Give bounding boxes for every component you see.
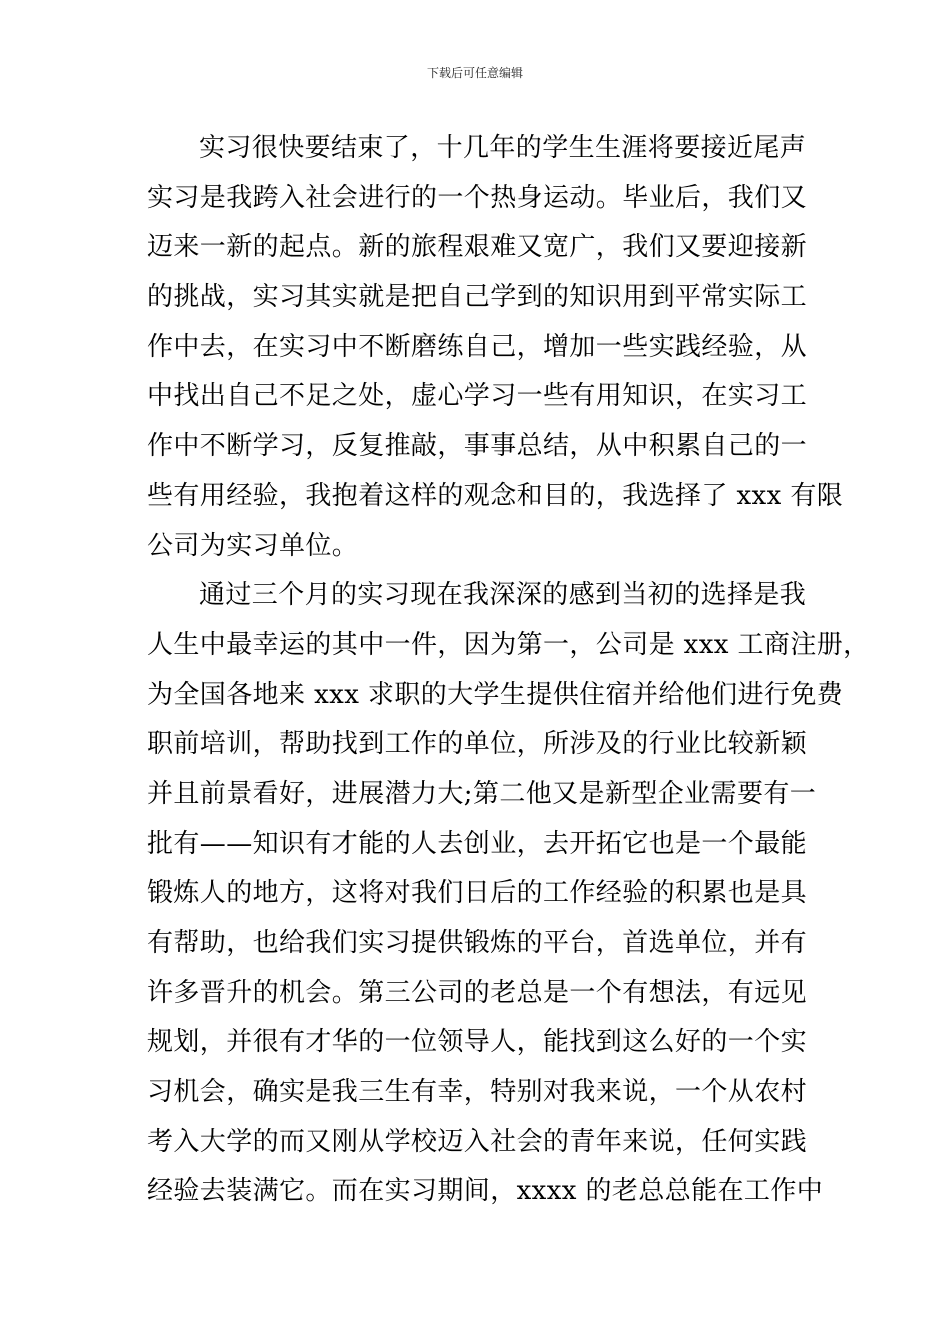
paragraph-line: 实习是我跨入社会进行的一个热身运动。毕业后，我们又 — [147, 182, 808, 213]
paragraph-line: 考入大学的而又刚从学校迈入社会的青年来说，任何实践 — [147, 1126, 808, 1157]
paragraph-line: 的挑战，实习其实就是把自己学到的知识用到平常实际工 — [147, 282, 808, 313]
paragraph-line: 批有——知识有才能的人去创业，去开拓它也是一个最能 — [147, 828, 808, 859]
paragraph-line: 中找出自己不足之处，虚心学习一些有用知识，在实习工 — [147, 381, 808, 412]
paragraph-line: 规划，并很有才华的一位领导人，能找到这么好的一个实 — [147, 1027, 808, 1058]
paragraph-line: 公司为实习单位。 — [147, 530, 359, 561]
paragraph-line: 为全国各地来 xxx 求职的大学生提供住宿并给他们进行免费 — [147, 679, 844, 710]
page-header: 下载后可任意编辑 — [426, 66, 523, 80]
paragraph-line: 职前培训，帮助找到工作的单位，所涉及的行业比较新颖 — [147, 729, 808, 760]
paragraph-line: 通过三个月的实习现在我深深的感到当初的选择是我 — [199, 580, 807, 611]
paragraph-line: 并且前景看好，进展潜力大;第二他又是新型企业需要有一 — [147, 778, 817, 809]
paragraph-line: 作中不断学习，反复推敲，事事总结，从中积累自己的一 — [147, 431, 808, 462]
paragraph-line: 习机会，确实是我三生有幸，特别对我来说，一个从农村 — [147, 1077, 808, 1108]
document-body — [147, 124, 870, 1217]
paragraph-line: 些有用经验，我抱着这样的观念和目的，我选择了 xxx 有限 — [147, 480, 844, 511]
paragraph-line: 许多晋升的机会。第三公司的老总是一个有想法，有远见 — [147, 977, 808, 1008]
paragraph-line: 经验去装满它。而在实习期间，xxxx 的老总总能在工作中 — [147, 1176, 824, 1207]
paragraph-line: 人生中最幸运的其中一件，因为第一，公司是 xxx 工商注册， — [147, 629, 870, 660]
paragraph-line: 迈来一新的起点。新的旅程艰难又宽广，我们又要迎接新 — [147, 232, 808, 263]
paragraph-line: 作中去，在实习中不断磨练自己，增加一些实践经验，从 — [147, 331, 808, 362]
paragraph-2 — [147, 571, 870, 1217]
paragraph-line: 锻炼人的地方，这将对我们日后的工作经验的积累也是具 — [147, 878, 808, 909]
paragraph-line: 实习很快要结束了，十几年的学生生涯将要接近尾声 — [199, 133, 807, 163]
paragraph-line: 有帮助，也给我们实习提供锻炼的平台，首选单位，并有 — [147, 928, 808, 958]
paragraph-1 — [147, 124, 844, 571]
